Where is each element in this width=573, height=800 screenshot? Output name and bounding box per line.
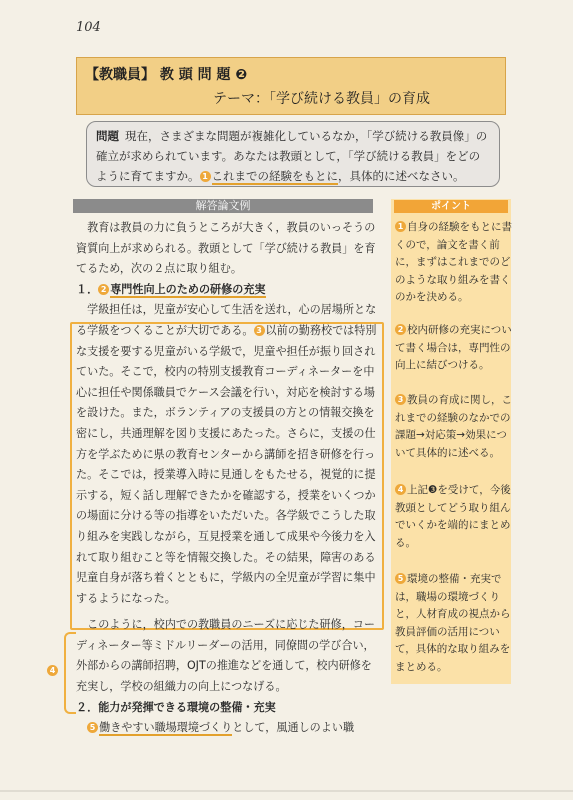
point-item-2-text: 校内研修の充実について書く場合は，専門性の向上に結びつける。 [395,324,512,371]
points-title: ポイント [394,200,508,213]
point-4-bracket [64,632,76,714]
answer-paragraph-3 [76,718,378,739]
paragraph-1-before: 学級担任は，児童が安心して生活を送れ，心の居場所となる学級をつくることが大切である。 [76,303,377,337]
paragraph-3-after: として，風通しのよい職 [232,721,355,735]
point-item-4-marker: 4 [395,484,406,495]
paragraph-1-after: 以前の勤務校では特別な支援を要する児童がいる学級で，児童や担任が振り回されていた。そこで，校内の特別支援教育コーディネーターを中心に担任や関係職員でケース会議を行い，対応を検討する場を設けた。また，ボランティアの支援員の方との情報交換を密にし，共通理解を図り支援にあたった。さらに，支援の仕方を学ぶために県の教育センターから講師を招き研修を行った。そこでは，授業導入時に見通しをもたせる，視覚的に提示する，短く話し理解できたかを確認する，授業をいくつかの場面に分ける等の指導をいただいた。各学級でこうした取り組みを実践しながら，互見授業を通して成果や今後力を入れて取り組むこと等を情報交換した。その結果，障害のある児童自身が落ち着くとともに，学級内の全児童が学習に集中するようになった。 [76,323,377,605]
question-text [96,126,489,186]
heading-1 [76,280,378,301]
point-item-1 [395,219,513,307]
point-item-3-text: 教員の育成に関し，これまでの経験のなかでの課題→対応策→効果について具体的に述べる。 [395,394,512,459]
page-number: 104 [76,20,101,35]
point-item-4 [395,482,513,552]
question-box [86,121,500,187]
heading-2 [76,698,378,719]
question-text-before: 現在，さまざまな問題が複雑化しているなか，「学び続ける教員像」の確立が求められています。あなたは教頭として，「学び続ける教員」をどのように育てますか。 [96,129,488,183]
title-category: 【教職員】 教 頭 問 題 ❷ [85,67,248,83]
answer-section-bar: 解答論文例 [73,199,373,213]
point-item-5-marker: 5 [395,573,406,584]
answer-paragraph-1 [76,300,378,609]
page-bottom-edge [0,790,573,792]
heading-2-text: 能力が発揮できる環境の整備・充実 [98,700,276,714]
heading-2-number: ２． [76,700,99,714]
question-label: 問題 [96,129,119,143]
paragraph-3-highlight: 働きやすい職場環境づくり [99,721,233,735]
point-item-2-marker: 2 [395,324,406,335]
point-marker-4: 4 [47,665,58,676]
point-item-5 [395,571,513,676]
point-item-3-marker: 3 [395,394,406,405]
title-theme: テーマ：「学び続ける教員」の育成 [213,91,430,107]
question-highlight: これまでの経験をもとに [211,169,338,183]
point-item-3 [395,392,513,462]
point-marker-3: 3 [254,325,265,336]
title-box [76,57,506,115]
answer-intro: 教育は教員の力に負うところが大きく，教員のいっそうの資質向上が求められる。教頭として「学び続ける教員」を育てるため，次の２点に取り組む。 [76,221,376,276]
heading-1-text: 専門性向上のための研修の充実 [110,282,266,296]
point-item-2 [395,322,513,375]
point-marker-2: 2 [98,284,109,295]
question-text-after: ，具体的に述べなさい。 [338,169,465,183]
answer-paragraph-2: このように，校内での教職員のニーズに応じた研修，コーディネーター等ミドルリーダーの活用，同僚間の学び合い，外部からの講師招聘，OJTの推進などを通して，校内研修を充実し，学校の組織力の向上につなげる。 [76,618,375,694]
point-marker-5: 5 [87,722,98,733]
point-item-1-text: 自身の経験をもとに書くので，論文を書く前に，まずはこれまでのどのような取り組みを書くのかを決める。 [395,221,512,303]
point-item-5-text: 環境の整備・充実では，職場の環境づくりと，人材育成の視点から教員評価の活用について，具体的な取り組みをまとめる。 [395,573,511,673]
point-item-1-marker: 1 [395,221,406,232]
answer-body [76,218,378,739]
point-item-4-text: 上記❸を受けて，今後教頭としてどう取り組んでいくかを端的にまとめる。 [395,484,511,549]
heading-1-number: １． [76,282,99,296]
point-marker-1: 1 [200,171,211,182]
